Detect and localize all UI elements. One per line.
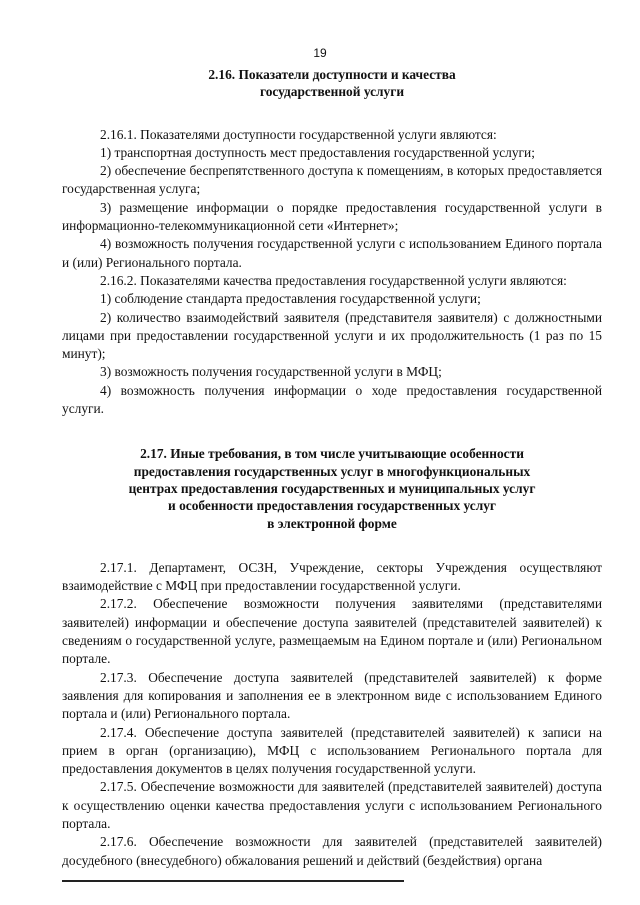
heading-line: 2.17. Иные требования, в том числе учитывающие особенности [140,446,524,462]
list-item: 4) возможность получения государственной услуги с использованием Единого портала и (или) Регионального портала. [62,236,602,270]
heading-line: 2.16. Показатели доступности и качества [208,67,456,82]
section-heading-2-16 [62,66,602,101]
section-heading-2-17 [62,445,602,531]
list-item: 2) обеспечение беспрепятственного доступа к помещениям, в которых предоставляется государственная услуга; [62,163,602,197]
list-item: 1) транспортная доступность мест предоставления государственной услуги; [100,144,535,160]
paragraph-2-16-2: 2.16.2. Показателями качества предоставления государственной услуги являются: [100,272,567,288]
paragraph-2-17-2: 2.17.2. Обеспечение возможности получения заявителями (представителями заявителей) информации и обеспечение доступа заявителей (представителей заявителей) к сведениям о государственной услуге, размещаемым на Едином портале и (или) Региональном портале. [62,596,602,667]
heading-line: в электронной форме [267,515,397,531]
footer-divider [62,880,404,882]
paragraph-2-17-6: 2.17.6. Обеспечение возможности для заявителей (представителей заявителей) досудебного (внесудебного) обжалования решений и действий (бездействия) органа [62,834,602,868]
heading-line: центрах предоставления государственных и муниципальных услуг [128,480,536,496]
heading-line: предоставления государственных услуг в многофункциональных [133,463,531,479]
list-item: 2) количество взаимодействий заявителя (представителя заявителя) с должностными лицами при предоставлении государственной услуги и их продолжительность (1 раз по 15 минут); [62,309,602,362]
paragraph-2-17-1: 2.17.1. Департамент, ОСЗН, Учреждение, секторы Учреждения осуществляют взаимодействие с МФЦ при предоставлении государственной услуги. [62,559,602,594]
paragraph-2-17-4: 2.17.4. Обеспечение доступа заявителей (представителей заявителей) к записи на прием в орган (организацию), МФЦ с использованием Регионального портала для предоставления документов в целях получения государственной услуги. [62,724,602,777]
list-item: 4) возможность получения информации о ходе предоставления государственной услуги. [62,382,602,417]
paragraph-2-16-1: 2.16.1. Показателями доступности государственной услуги являются: [100,126,497,142]
paragraph-2-17-3: 2.17.3. Обеспечение доступа заявителей (представителей заявителей) к форме заявления для копирования и заполнения ее в электронном виде с использованием Единого портала и (или) Регионального портала. [62,669,602,722]
heading-line: государственной услуги [259,84,405,100]
list-item: 3) возможность получения государственной услуги в МФЦ; [100,364,442,380]
page-number: 19 [313,46,327,60]
list-item: 1) соблюдение стандарта предоставления государственной услуги; [100,291,481,307]
heading-line: и особенности предоставления государственных услуг [168,498,496,514]
list-item: 3) размещение информации о порядке предоставления государственной услуги в информационно-телекоммуникационной сети «Интернет»; [62,199,602,234]
document-body [62,66,602,870]
paragraph-2-17-5: 2.17.5. Обеспечение возможности для заявителей (представителей заявителей) доступа к осуществлению оценки качества предоставления услуги с использованием Регионального портала. [62,779,602,831]
